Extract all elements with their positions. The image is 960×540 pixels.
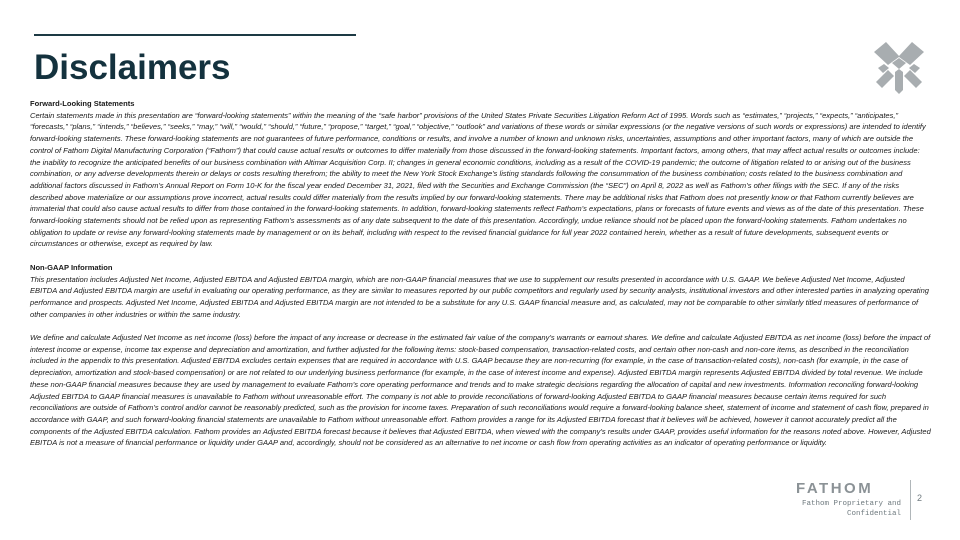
forward-looking-paragraph: Certain statements made in this presentation are “forward-looking statements” within the meaning of the “safe harbor” provisions of the United States Private Securities Litigation Reform Act of 1995. Words such as “estimates,” “projects,” “expects,” “anticipates,” “forecasts,” “plans,” “intends,” “believes,” “seeks,” “may,” “will,” “would,” “should,” “future,” “propose,” “target,” “goal,” “objective,” “outlook” and variations of these words or similar expressions (or the negative versions of such words or expressions) are intended to identify forward-looking statements. These forward-looking statements are not guarantees of future performance, conditions or results, and involve a number of known and unknown risks, uncertainties, assumptions and other important factors, many of which are outside the control of Fathom Digital Manufacturing Corporation (“Fathom”) that could cause actual results or outcomes to differ materially from those discussed in the forward-looking statements. Important factors, among others, that may affect actual results or outcomes include: the inability to recognize the anticipated benefits of our business combination with Altimar Acquisition Corp. II; changes in general economic conditions, including as a result of the COVID-19 pandemic; the outcome of litigation related to or arising out of the business combination, or any adverse developments therein or delays or costs resulting therefrom; the ability to meet the New York Stock Exchange’s listing standards following the consummation of the business combination; costs related to the business combination and additional factors discussed in Fathom’s Annual Report on Form 10-K for the fiscal year ended December 31, 2021, filed with the Securities and Exchange Commission (the “SEC”) on April 8, 2022 as well as Fathom’s other filings with the SEC. If any of the risks described above materialize or our assumptions prove incorrect, actual results could differ materially from the results implied by our forward-looking statements. There may be additional risks that Fathom does not presently know or that Fathom currently believes are immaterial that could also cause actual results to differ from those contained in the forward-looking statements. In addition, forward-looking statements reflect Fathom’s expectations, plans or forecasts of future events and views as of the date of this presentation. These forward-looking statements should not be relied upon as representing Fathom’s assessments as of any date subsequent to the date of this presentation. Accordingly, undue reliance should not be placed upon the forward-looking statements. Fathom undertakes no obligation to update or revise any forward-looking statements made by management or on its behalf, including with respect to the revised financial guidance for full year 2022 contained herein, whether as a result of future developments, subsequent events or circumstances or otherwise, except as required by law. [30, 110, 926, 249]
confidentiality-note: Fathom Proprietary and Confidential [801, 500, 901, 518]
disclaimer-content [30, 98, 932, 449]
fathom-wordmark: FATHOM [796, 480, 874, 497]
paragraph-spacer [30, 320, 932, 332]
title-rule [34, 34, 356, 36]
non-gaap-paragraph-1: This presentation includes Adjusted Net Income, Adjusted EBITDA and Adjusted EBITDA margin, which are non-GAAP financial measures that we use to supplement our results presented in accordance with U.S. GAAP. We believe Adjusted Net Income, Adjusted EBITDA and Adjusted EBITDA margin are useful in evaluating our operating performance, as they are similar to measures reported by our public competitors and regularly used by security analysts, institutional investors and other interested parties in analyzing operating performance and prospects. Adjusted Net Income, Adjusted EBITDA and Adjusted EBITDA margin are not intended to be a substitute for any U.S. GAAP financial measure and, as calculated, may not be comparable to other similarly titled measures of performance of other companies in other industries or within the same industry. [30, 274, 929, 319]
page-title: Disclaimers [34, 48, 231, 87]
section-spacer [30, 250, 932, 262]
forward-looking-heading: Forward-Looking Statements [30, 99, 135, 108]
page-number: 2 [917, 493, 923, 503]
fathom-crest-icon [870, 38, 928, 96]
non-gaap-paragraph-2: We define and calculate Adjusted Net Income as net income (loss) before the impact of any increase or decrease in the estimated fair value of the company’s warrants or earnout shares. We define and calculate Adjusted EBITDA as net income (loss) before the impact of interest income or expense, income tax expense and depreciation and amortization, and further adjusted for the following items: stock-based compensation, transaction-related costs, and certain other non-cash and non-core items, as described in the reconciliation included in the appendix to this presentation. Adjusted EBITDA excludes certain expenses that are required in accordance with U.S. GAAP because they are non-recurring (for example, in the case of transaction-related costs), non-cash (for example, in the case of depreciation, amortization and stock-based compensation) or are not related to our underlying business performance (for example, in the case of interest income and expense). Adjusted EBITDA margin represents Adjusted EBITDA divided by total revenue. We include these non-GAAP financial measures because they are used by management to evaluate Fathom’s core operating performance and trends and to make strategic decisions regarding the allocation of capital and new investments. Information reconciling forward-looking Adjusted EBITDA to GAAP financial measures is unavailable to Fathom without unreasonable effort. The company is not able to provide reconciliations of forward-looking Adjusted EBITDA to GAAP financial measures because certain items required for such reconciliations are outside of Fathom’s control and/or cannot be reasonably predicted, such as the provision for income taxes. Preparation of such reconciliations would require a forward-looking balance sheet, statement of income and statement of cash flow, prepared in accordance with GAAP, and such forward-looking financial statements are unavailable to Fathom without unreasonable effort. Fathom provides a range for its Adjusted EBITDA forecast that it believes will be achieved, however it cannot accurately predict all the components of the Adjusted EBITDA calculation. Fathom provides an Adjusted EBITDA forecast because it believes that Adjusted EBITDA, when viewed with the company’s results under GAAP, provides useful information for the reasons noted above. However, Adjusted EBITDA is not a measure of financial performance or liquidity under GAAP and, accordingly, should not be considered as an alternative to net income or cash flow from operating activities as an indicator of operating performance or liquidity. [30, 333, 931, 448]
footer-divider [910, 480, 911, 520]
non-gaap-heading: Non-GAAP Information [30, 262, 113, 272]
